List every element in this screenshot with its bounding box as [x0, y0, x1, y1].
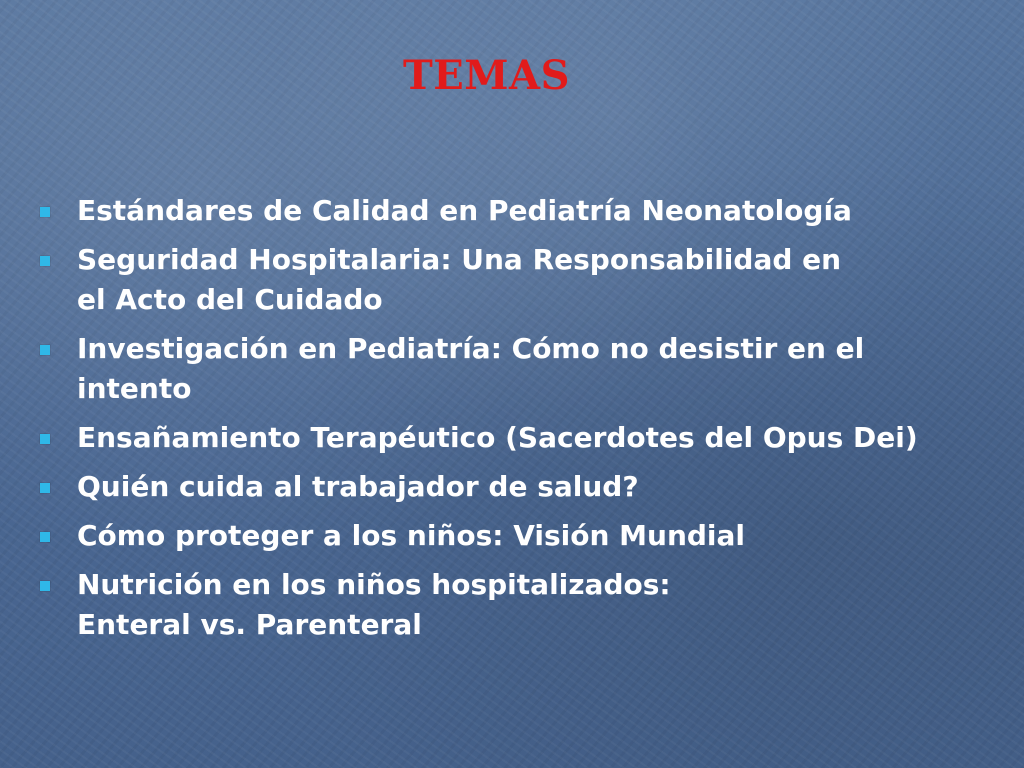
list-item-text-continuation: intento [77, 372, 192, 405]
square-bullet-icon [40, 483, 50, 493]
list-item [40, 240, 1010, 320]
list-item-text: Ensañamiento Terapéutico (Sacerdotes del Opus Dei) [77, 421, 918, 454]
list-item-text: Investigación en Pediatría: Cómo no desistir en el [77, 332, 865, 365]
list-item-text: Quién cuida al trabajador de salud? [77, 470, 639, 503]
list-item [40, 467, 1010, 507]
list-item-text: Seguridad Hospitalaria: Una Responsabilidad en [77, 243, 842, 276]
list-item-text: Cómo proteger a los niños: Visión Mundial [77, 519, 746, 552]
list-item-text: Nutrición en los niños hospitalizados: [77, 568, 671, 601]
square-bullet-icon [40, 434, 50, 444]
list-item [40, 565, 1010, 645]
topic-list [40, 191, 1010, 654]
list-item-text: Estándares de Calidad en Pediatría Neonatología [77, 194, 852, 227]
list-item [40, 329, 1010, 409]
square-bullet-icon [40, 581, 50, 591]
list-item-text-continuation: el Acto del Cuidado [77, 283, 383, 316]
square-bullet-icon [40, 256, 50, 266]
list-item-text-continuation: Enteral vs. Parenteral [77, 608, 422, 641]
list-item [40, 191, 1010, 231]
list-item [40, 516, 1010, 556]
slide-title: TEMAS [403, 52, 570, 99]
list-item [40, 418, 1010, 458]
square-bullet-icon [40, 345, 50, 355]
square-bullet-icon [40, 207, 50, 217]
square-bullet-icon [40, 532, 50, 542]
